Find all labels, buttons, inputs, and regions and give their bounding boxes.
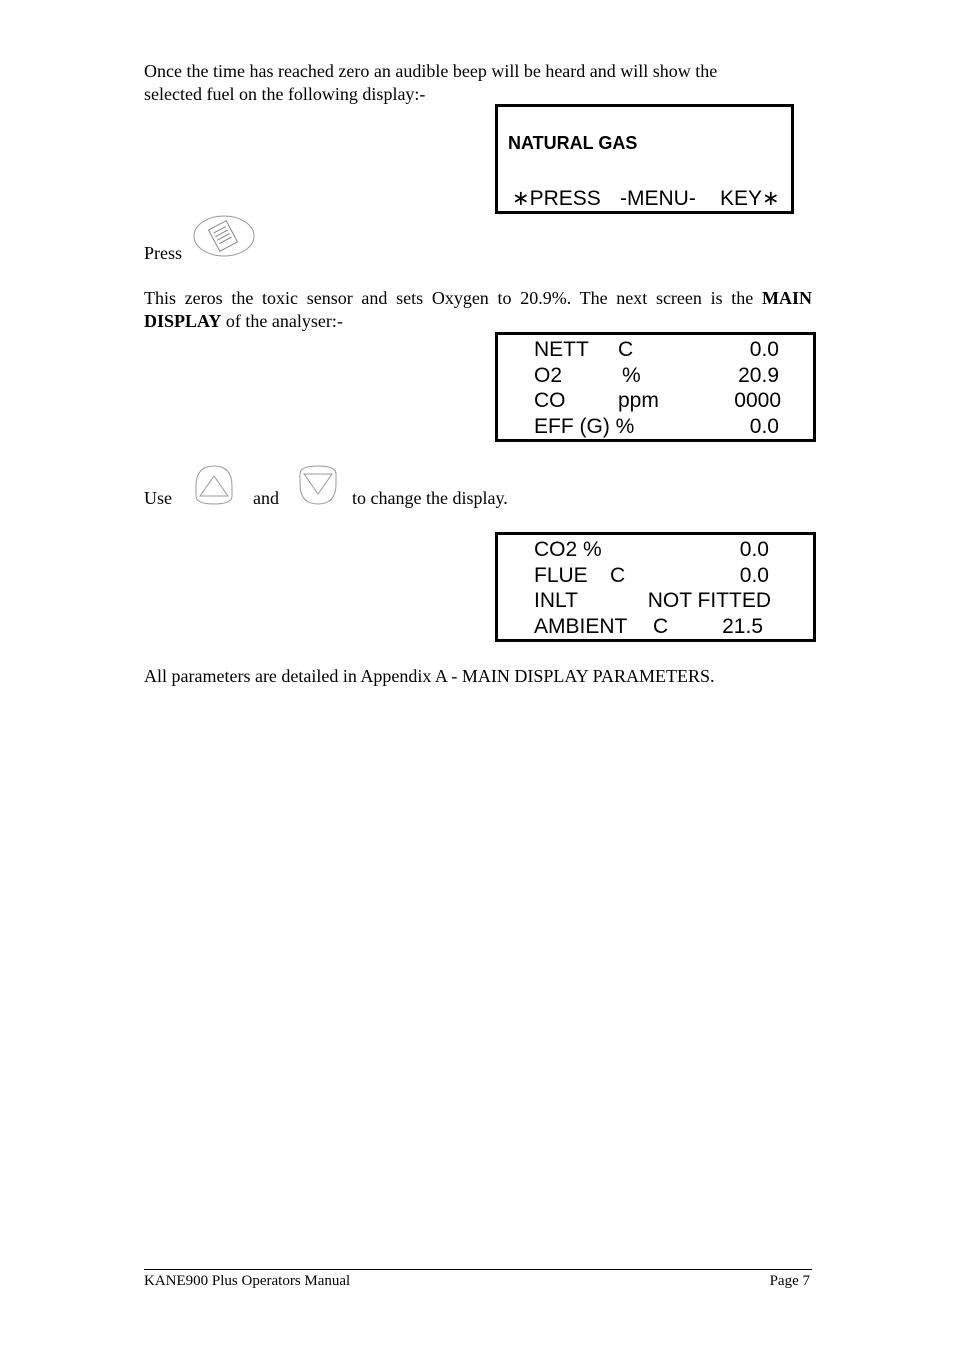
second-row-3-name: INLT bbox=[534, 589, 578, 612]
main-row-4-name: EFF (G) % bbox=[534, 415, 635, 438]
second-row-2-unit: C bbox=[610, 564, 626, 587]
fuel-display-screen bbox=[495, 104, 794, 214]
second-row-1-name: CO2 % bbox=[534, 538, 602, 561]
press-label: Press bbox=[144, 243, 183, 263]
second-row-1-value: 0.0 bbox=[739, 538, 769, 561]
prompt-menu: -MENU- bbox=[620, 187, 696, 210]
zero-text-bold-main: MAIN bbox=[762, 288, 812, 308]
second-row-4-value: 21.5 bbox=[722, 615, 763, 638]
main-row-3-name: CO bbox=[534, 389, 566, 412]
use-label: Use bbox=[144, 488, 172, 508]
main-row-4-value: 0.0 bbox=[749, 415, 779, 438]
zero-text-post: of the analyser:- bbox=[221, 311, 343, 331]
second-row-4-name: AMBIENT bbox=[534, 615, 628, 638]
main-display-screen bbox=[495, 332, 816, 442]
zero-text-bold-display: DISPLAY bbox=[144, 311, 222, 331]
zero-text-line-2 bbox=[144, 310, 343, 333]
down-arrow-key-icon bbox=[296, 462, 340, 508]
main-row-2-unit: % bbox=[622, 364, 641, 387]
second-row-3-value: NOT FITTED bbox=[647, 589, 771, 612]
prompt-key: KEY∗ bbox=[720, 187, 780, 210]
change-display-label: to change the display. bbox=[352, 488, 508, 508]
prompt-press: ∗PRESS bbox=[512, 187, 601, 210]
and-label: and bbox=[253, 488, 279, 508]
fuel-name: NATURAL GAS bbox=[508, 133, 638, 153]
second-display-screen bbox=[495, 532, 816, 642]
intro-line-2: selected fuel on the following display:- bbox=[144, 84, 426, 104]
second-row-4-unit: C bbox=[653, 615, 669, 638]
second-row-2-value: 0.0 bbox=[739, 564, 769, 587]
main-row-1-unit: C bbox=[618, 338, 634, 361]
up-arrow-key-icon bbox=[192, 462, 236, 508]
menu-key-icon bbox=[192, 214, 256, 260]
main-row-1-value: 0.0 bbox=[749, 338, 779, 361]
main-row-2-name: O2 bbox=[534, 364, 563, 387]
main-row-3-unit: ppm bbox=[618, 389, 659, 412]
footer-title: KANE900 Plus Operators Manual bbox=[144, 1273, 351, 1289]
zero-text-pre: This zeros the toxic sensor and sets Oxygen to 20.9%. The next screen is the bbox=[144, 288, 762, 308]
main-row-3-value: 0000 bbox=[734, 389, 781, 412]
footer-page-number: Page 7 bbox=[769, 1273, 810, 1289]
footer-rule bbox=[144, 1269, 812, 1270]
zero-text-line-1 bbox=[144, 287, 812, 310]
second-row-2-name: FLUE bbox=[534, 564, 588, 587]
main-row-1-name: NETT bbox=[534, 338, 589, 361]
intro-line-1: Once the time has reached zero an audible beep will be heard and will show the bbox=[144, 61, 718, 81]
main-row-2-value: 20.9 bbox=[738, 364, 779, 387]
appendix-note: All parameters are detailed in Appendix A - MAIN DISPLAY PARAMETERS. bbox=[144, 666, 715, 686]
